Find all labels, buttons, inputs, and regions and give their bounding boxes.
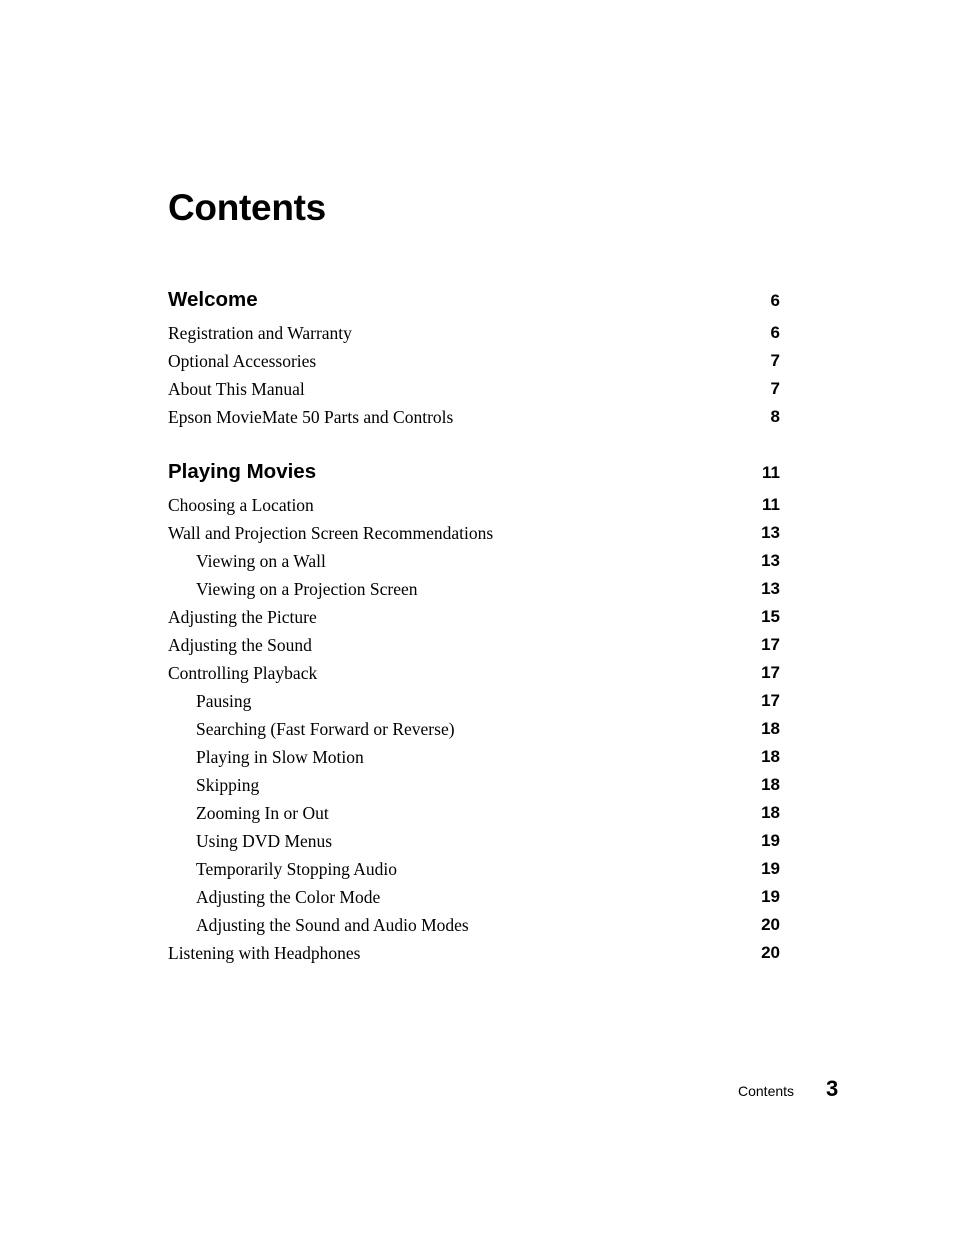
section-heading[interactable] [168,286,780,314]
toc-entry-label: Zooming In or Out [196,803,329,823]
toc-entry-label: Skipping [196,775,260,795]
toc-entry[interactable] [168,883,780,911]
toc-entry-page-number: 19 [761,887,780,906]
toc-entry[interactable] [168,827,780,855]
toc-entry[interactable] [168,347,780,375]
toc-entry-page-number: 17 [761,635,780,654]
toc-entry[interactable] [168,403,780,431]
footer-section-label: Contents [738,1083,795,1099]
toc-entry-label: Optional Accessories [168,351,317,371]
toc-entry-page-number: 11 [762,495,780,514]
toc-entry-label: Searching (Fast Forward or Reverse) [196,719,455,739]
toc-entry[interactable] [168,687,780,715]
section-title: Welcome [168,288,258,311]
toc-entry[interactable] [168,631,780,659]
toc-entry-page-number: 20 [761,915,780,934]
toc-entry-page-number: 13 [761,523,780,542]
toc-entry-page-number: 7 [770,351,780,370]
toc-entry-label: Wall and Projection Screen Recommendations [168,523,494,543]
section-title: Playing Movies [168,460,317,483]
toc-entry-label: Adjusting the Picture [168,607,317,627]
section-page-number: 6 [770,291,780,310]
toc-entry-page-number: 13 [761,551,780,570]
toc-entry[interactable] [168,491,780,519]
toc-entry-page-number: 13 [761,579,780,598]
toc-entry-label: Adjusting the Color Mode [196,887,381,907]
toc-entry-page-number: 18 [761,747,780,766]
toc-entry[interactable] [168,939,780,967]
toc-entry[interactable] [168,911,780,939]
toc-entry-label: Playing in Slow Motion [196,747,364,767]
toc-entry-page-number: 8 [770,407,780,426]
toc-entry[interactable] [168,603,780,631]
toc-entry-page-number: 18 [761,719,780,738]
toc-entry-label: Registration and Warranty [168,323,352,343]
toc-entry-page-number: 17 [761,663,780,682]
page-title: Contents [168,187,326,228]
toc-entry-label: Viewing on a Wall [196,551,326,571]
toc-entry[interactable] [168,799,780,827]
toc-entry-page-number: 19 [761,859,780,878]
toc-entry-page-number: 18 [761,775,780,794]
section-heading[interactable] [168,458,780,486]
footer-page-number: 3 [826,1076,839,1101]
toc-entry-label: Adjusting the Sound and Audio Modes [196,915,469,935]
toc-entry-label: Using DVD Menus [196,831,333,851]
toc-entry[interactable] [168,715,780,743]
toc-entry-label: Controlling Playback [168,663,318,683]
toc-entry[interactable] [168,855,780,883]
toc-entry-label: Viewing on a Projection Screen [196,579,418,599]
toc-entry-page-number: 19 [761,831,780,850]
toc-entry-label: Choosing a Location [168,495,314,515]
toc-entry[interactable] [168,771,780,799]
toc-entry-label: Pausing [196,691,252,711]
toc-entry-page-number: 7 [770,379,780,398]
toc-entry[interactable] [168,319,780,347]
toc-entry[interactable] [168,375,780,403]
toc-entry-label: About This Manual [168,379,305,399]
toc-entry-label: Listening with Headphones [168,943,361,963]
toc-entry-label: Temporarily Stopping Audio [196,859,397,879]
toc-entry-label: Adjusting the Sound [168,635,312,655]
toc-entry[interactable] [168,743,780,771]
toc-entry-page-number: 6 [770,323,780,342]
toc-entry-page-number: 20 [761,943,780,962]
toc-entry-page-number: 18 [761,803,780,822]
section-page-number: 11 [762,463,780,482]
toc-entry[interactable] [168,659,780,687]
toc-entry-page-number: 15 [761,607,780,626]
toc-entry[interactable] [168,547,780,575]
toc-entry[interactable] [168,575,780,603]
toc-entry-label: Epson MovieMate 50 Parts and Controls [168,407,454,427]
toc-entry-page-number: 17 [761,691,780,710]
toc-entry[interactable] [168,519,780,547]
